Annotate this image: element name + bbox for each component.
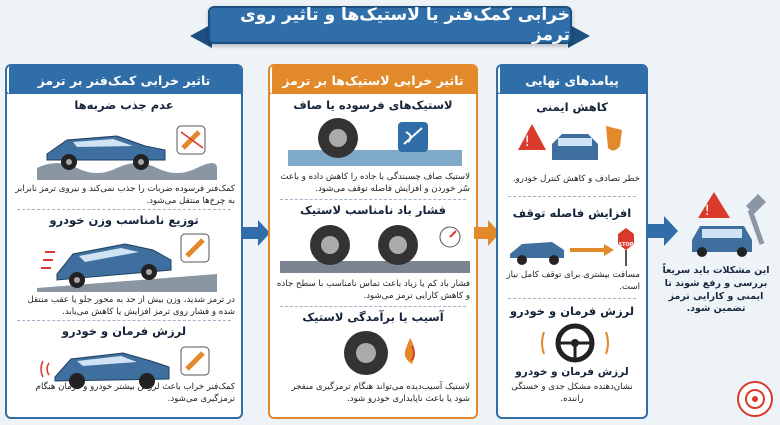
car-braking-weight-shift-icon xyxy=(37,230,217,292)
brand-logo-icon xyxy=(736,380,774,418)
shock-section-2-title: توزیع نامناسب وزن خودرو xyxy=(49,213,199,227)
shock-section-1-text: کمک‌فنر فرسوده ضربات را جذب نمی‌کند و نیروی ترمز نابرابر به چرخ‌ها منتقل می‌شود. xyxy=(15,184,235,206)
divider xyxy=(17,209,231,210)
tire-section-3 xyxy=(270,310,476,324)
consequence-1-body xyxy=(498,174,646,186)
page-title: خرابی کمک‌فنر یا لاستیک‌ها و تاثیر روی ترمز xyxy=(208,6,572,44)
consequence-3-title: لرزش فرمان و خودرو xyxy=(509,304,635,318)
tire-section-2 xyxy=(270,203,476,217)
svg-text:!: ! xyxy=(524,134,530,150)
divider xyxy=(280,199,466,200)
tire-section-1 xyxy=(270,98,476,112)
safety-warning-icon xyxy=(518,120,628,170)
worn-tire-wet-road-icon xyxy=(288,116,462,166)
tire-column xyxy=(268,64,478,419)
tire-section-2-title: فشار باد نامناسب لاستیک xyxy=(299,203,446,217)
shock-section-2 xyxy=(7,213,241,227)
consequence-1 xyxy=(498,100,646,114)
divider xyxy=(280,306,466,307)
steering-wheel-vibration-icon xyxy=(538,322,612,364)
car-on-bumpy-road-icon xyxy=(37,118,217,180)
divider xyxy=(508,298,636,299)
shock-section-2-text: در ترمز شدید، وزن بیش از حد به محور جلو یا عقب منتقل شده و فشار روی ترمز افزایش یا کاهش می‌یابد. xyxy=(27,295,235,317)
consequence-1-title: کاهش ایمنی xyxy=(536,100,608,114)
divider xyxy=(508,196,636,197)
shock-section-3-body xyxy=(7,382,241,405)
consequence-3 xyxy=(498,304,646,318)
final-conclusion-text: این مشکلات باید سریعاً بررسی و رفع شوند تا ایمنی و کارایی ترمز تضمین شود. xyxy=(662,265,770,315)
shock-section-1-title: عدم جذب ضربه‌ها xyxy=(74,98,174,112)
divider xyxy=(17,320,231,321)
consequence-2-text: مسافت بیشتری برای توقف کامل نیاز است. xyxy=(506,270,640,292)
tire-section-1-title: لاستیک‌های فرسوده یا صاف xyxy=(293,98,453,112)
tire-pressure-icon xyxy=(280,221,470,273)
car-repair-warning-icon xyxy=(684,188,770,260)
shock-section-3-title: لرزش فرمان و خودرو xyxy=(61,324,187,338)
tire-section-2-text: فشار باد کم یا زیاد باعث تماس نامناسب با سطح جاده و کاهش کارایی ترمز می‌شود. xyxy=(276,279,470,301)
stop-sign-label: STOP xyxy=(618,242,634,248)
consequences-column xyxy=(496,64,648,419)
shock-section-2-body xyxy=(7,295,241,318)
shock-absorber-column xyxy=(5,64,243,419)
consequence-3-subtitle xyxy=(498,366,646,378)
consequence-3-subtitle-text: لرزش فرمان و خودرو xyxy=(515,366,629,378)
tire-header: تاثیر خرابی لاستیک‌ها بر ترمز xyxy=(270,66,476,94)
arrow-right-icon xyxy=(646,214,680,248)
tire-section-2-body xyxy=(270,279,476,302)
damaged-tire-icon xyxy=(318,328,438,378)
consequence-3-text: نشان‌دهنده مشکل جدی و خستگی راننده. xyxy=(511,382,633,404)
consequence-2-body xyxy=(498,270,646,293)
tire-section-3-title: آسیب یا برآمدگی لاستیک xyxy=(302,310,444,324)
tire-section-1-text: لاستیک صاف چسبندگی با جاده را کاهش داده و باعث سُر خوردن و افزایش فاصله توقف می‌شود. xyxy=(280,172,470,194)
shock-absorber-header: تاثیر خرابی کمک‌فنر بر ترمز xyxy=(7,66,241,94)
shock-section-1-body xyxy=(7,184,241,207)
consequence-2 xyxy=(498,206,646,220)
consequences-header: پیامدهای نهایی xyxy=(498,66,646,94)
shock-section-3-text: کمک‌فنر خراب باعث لرزش بیشتر خودرو و فرمان هنگام ترمزگیری می‌شود. xyxy=(35,382,235,404)
consequence-2-title: افزایش فاصله توقف xyxy=(512,206,632,220)
svg-text:!: ! xyxy=(704,203,710,219)
consequence-3-body xyxy=(498,382,646,405)
shock-section-1 xyxy=(7,98,241,112)
consequence-1-text: خطر تصادف و کاهش کنترل خودرو. xyxy=(512,174,640,184)
tire-section-1-body xyxy=(270,172,476,195)
shock-section-3 xyxy=(7,324,241,338)
tire-section-3-text: لاستیک آسیب‌دیده می‌تواند هنگام ترمزگیری منفجر شود یا باعث ناپایداری خودرو شود. xyxy=(291,382,470,404)
tire-section-3-body xyxy=(270,382,476,405)
